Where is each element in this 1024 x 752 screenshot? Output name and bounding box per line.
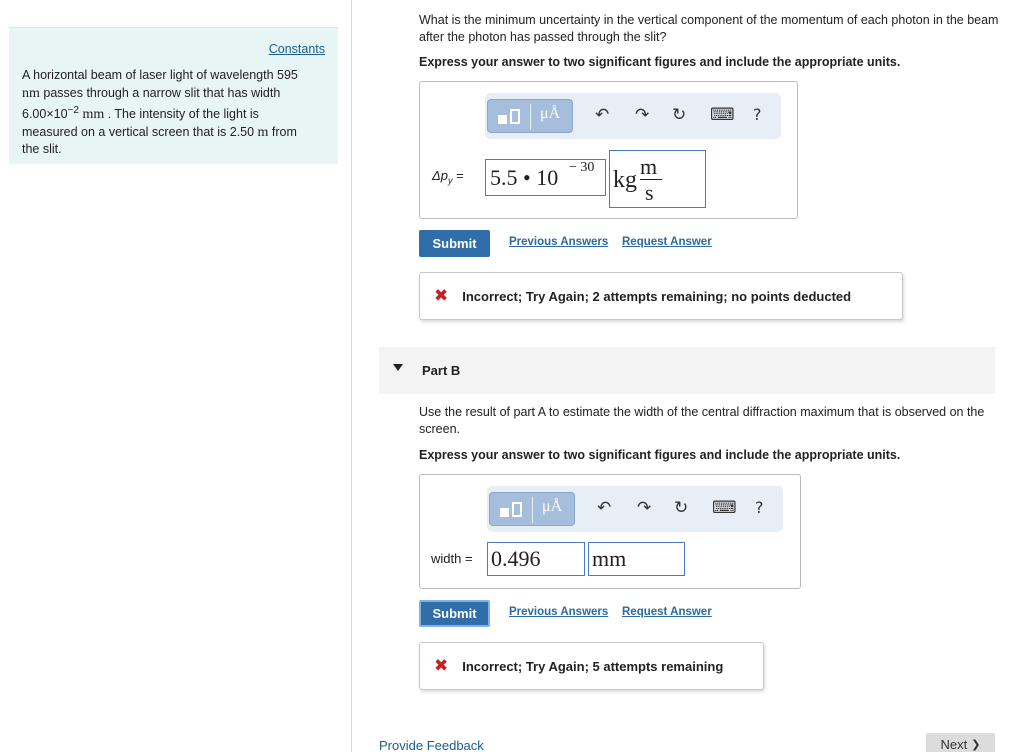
part-a-unit-input[interactable]: kg m s [609,150,706,208]
redo-icon[interactable]: ↷ [635,105,650,125]
part-b-previous-answers-link[interactable]: Previous Answers [509,606,609,618]
part-b-value-input[interactable]: 0.496 [487,542,585,576]
undo-icon[interactable]: ↶ [597,498,612,518]
constants-link[interactable]: Constants [268,42,325,56]
part-b-request-answer-link[interactable]: Request Answer [622,606,712,618]
incorrect-icon: ✖ [434,656,449,676]
template-buttons [487,99,573,133]
template-buttons [489,492,575,526]
provide-feedback-link[interactable]: Provide Feedback [379,738,484,752]
next-button[interactable] [926,733,995,752]
part-a-request-answer-link[interactable]: Request Answer [622,236,712,248]
part-b-toolbar [487,486,783,532]
templates-icon[interactable] [498,109,520,125]
width-label: width = [431,551,473,566]
reset-icon[interactable]: ↻ [672,105,687,125]
part-b-header[interactable] [379,347,995,394]
part-b-instruction: Express your answer to two significant figures and include the appropriate units. [419,448,901,462]
next-label: Next [940,736,968,752]
keyboard-icon[interactable]: ⌨ [712,498,737,518]
help-icon[interactable]: ? [753,105,762,124]
units-icon[interactable]: μÅ [540,105,561,122]
part-a-value-input[interactable]: 5.5 • 10 − 30 [485,159,606,196]
templates-icon[interactable] [500,502,522,518]
redo-icon[interactable]: ↷ [637,498,652,518]
units-icon[interactable]: μÅ [542,498,563,515]
part-b-unit-input[interactable]: mm [588,542,685,576]
column-divider [351,0,352,752]
keyboard-icon[interactable]: ⌨ [710,105,735,125]
part-b-question: Use the result of part A to estimate the width of the central diffraction maximum that is observed on the screen. [419,405,985,436]
chevron-right-icon: ❯ [971,738,981,751]
part-a-submit-button[interactable]: Submit [419,230,490,257]
reset-icon[interactable]: ↻ [674,498,689,518]
part-b-title: Part B [422,363,461,378]
part-b-answer-box [419,474,801,589]
collapse-caret-icon[interactable] [393,364,403,371]
delta-py-label: $\Delta p_y$ = [432,168,464,186]
incorrect-icon: ✖ [434,286,449,306]
part-a-answer-box [419,81,798,219]
part-a-feedback-text: Incorrect; Try Again; 2 attempts remaining; no points deducted [462,288,852,304]
constants-panel [9,27,338,164]
part-a-feedback [419,272,903,320]
undo-icon[interactable]: ↶ [595,105,610,125]
part-a-previous-answers-link[interactable]: Previous Answers [509,236,609,248]
part-a-question: What is the minimum uncertainty in the vertical component of the momentum of each photon in the beam after the photon has passed through the slit? [419,13,999,44]
help-icon[interactable]: ? [755,498,764,517]
part-a-toolbar [485,93,781,139]
part-b-feedback-text: Incorrect; Try Again; 5 attempts remaining [462,658,724,674]
problem-statement: A horizontal beam of laser light of wavelength 595 nm passes through a narrow slit that has width $6.00\times 10^{-2}$ mm . The intensity of the light is measured on a vertical screen that is 2.50 m from the slit. [22,68,298,157]
part-b-submit-button[interactable]: Submit [419,600,490,627]
part-a-instruction: Express your answer to two significant figures and include the appropriate units. [419,55,901,69]
part-b-feedback [419,642,764,690]
